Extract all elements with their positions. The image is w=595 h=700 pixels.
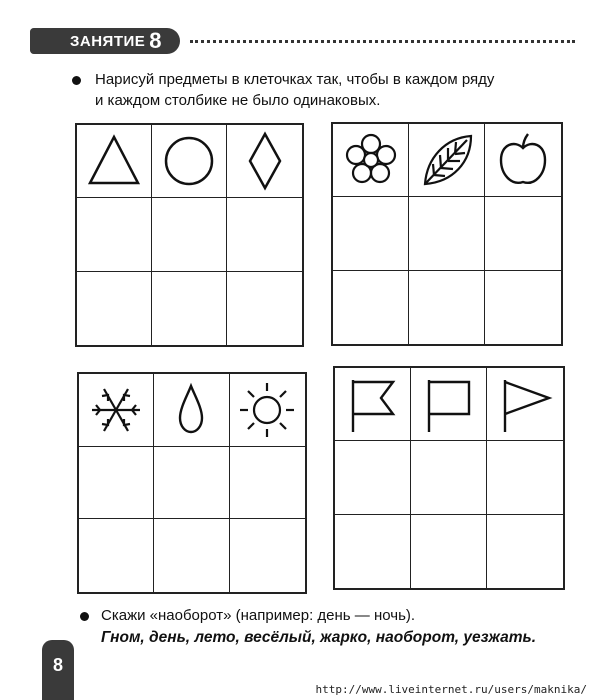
flag-triangle-icon — [495, 374, 555, 434]
flag-notched-icon — [343, 374, 403, 434]
grid-nature-items — [331, 122, 563, 346]
grid-cell — [411, 368, 487, 441]
grid-weather-items — [77, 372, 307, 594]
grid-cell-empty[interactable] — [152, 198, 227, 271]
watermark-url: http://www.liveinternet.ru/users/maknika/ — [315, 683, 587, 696]
grid-cell-empty[interactable] — [485, 197, 561, 270]
diamond-icon — [235, 131, 295, 191]
grid-cell — [335, 368, 411, 441]
grid-cell-empty[interactable] — [230, 519, 305, 592]
grid-cell-empty[interactable] — [411, 441, 487, 514]
grid-cell-empty[interactable] — [409, 197, 485, 270]
grid-cell-empty[interactable] — [333, 197, 409, 270]
leaf-icon — [417, 130, 477, 190]
grid-cell — [409, 124, 485, 197]
grid-cell-empty[interactable] — [333, 271, 409, 344]
grid-cell-empty[interactable] — [227, 272, 302, 345]
grid-cell-empty[interactable] — [230, 447, 305, 520]
grid-cell-empty[interactable] — [335, 441, 411, 514]
grid-cell-empty[interactable] — [154, 447, 229, 520]
triangle-icon — [84, 131, 144, 191]
flag-rectangle-icon — [419, 374, 479, 434]
page-number: 8 — [52, 655, 63, 675]
lesson-label: ЗАНЯТИЕ — [70, 32, 146, 50]
lesson-number: 8 — [149, 28, 162, 53]
circle-icon — [159, 131, 219, 191]
grid-cell-empty[interactable] — [487, 515, 563, 588]
grid-cell — [230, 374, 305, 447]
grid-cell — [333, 124, 409, 197]
grid-cell-empty[interactable] — [79, 447, 154, 520]
sun-icon — [237, 380, 297, 440]
grid-cell-empty[interactable] — [409, 271, 485, 344]
bullet-icon — [72, 76, 81, 85]
apple-icon — [493, 130, 553, 190]
bullet-icon — [80, 612, 89, 621]
task1-instruction-line2: и каждом столбике не было одинаковых. — [95, 92, 381, 109]
grid-cell-empty[interactable] — [335, 515, 411, 588]
grid-cell — [152, 125, 227, 198]
task2-instruction: Скажи «наоборот» (например: день — ночь). — [101, 607, 416, 624]
grid-cell-empty[interactable] — [77, 198, 152, 271]
grid-cell — [485, 124, 561, 197]
grid-cell-empty[interactable] — [77, 272, 152, 345]
grid-cell — [77, 125, 152, 198]
grid-cell-empty[interactable] — [411, 515, 487, 588]
flower-icon — [341, 130, 401, 190]
grid-cell-empty[interactable] — [227, 198, 302, 271]
grid-geometric-shapes — [75, 123, 304, 347]
grid-cell — [487, 368, 563, 441]
grid-cell-empty[interactable] — [154, 519, 229, 592]
grid-cell-empty[interactable] — [487, 441, 563, 514]
task2-word-list: Гном, день, лето, весёлый, жарко, наоборот, уезжать. — [101, 629, 537, 646]
grid-cell — [79, 374, 154, 447]
lesson-header-tab — [30, 28, 180, 54]
snowflake-icon — [86, 380, 146, 440]
grid-cell-empty[interactable] — [152, 272, 227, 345]
grid-flags — [333, 366, 565, 590]
grid-cell — [227, 125, 302, 198]
grid-cell-empty[interactable] — [79, 519, 154, 592]
header-dotted-rule — [190, 40, 575, 43]
grid-cell-empty[interactable] — [485, 271, 561, 344]
grid-cell — [154, 374, 229, 447]
drop-icon — [161, 380, 221, 440]
task1-instruction-line1: Нарисуй предметы в клеточках так, чтобы в каждом ряду — [95, 71, 495, 88]
